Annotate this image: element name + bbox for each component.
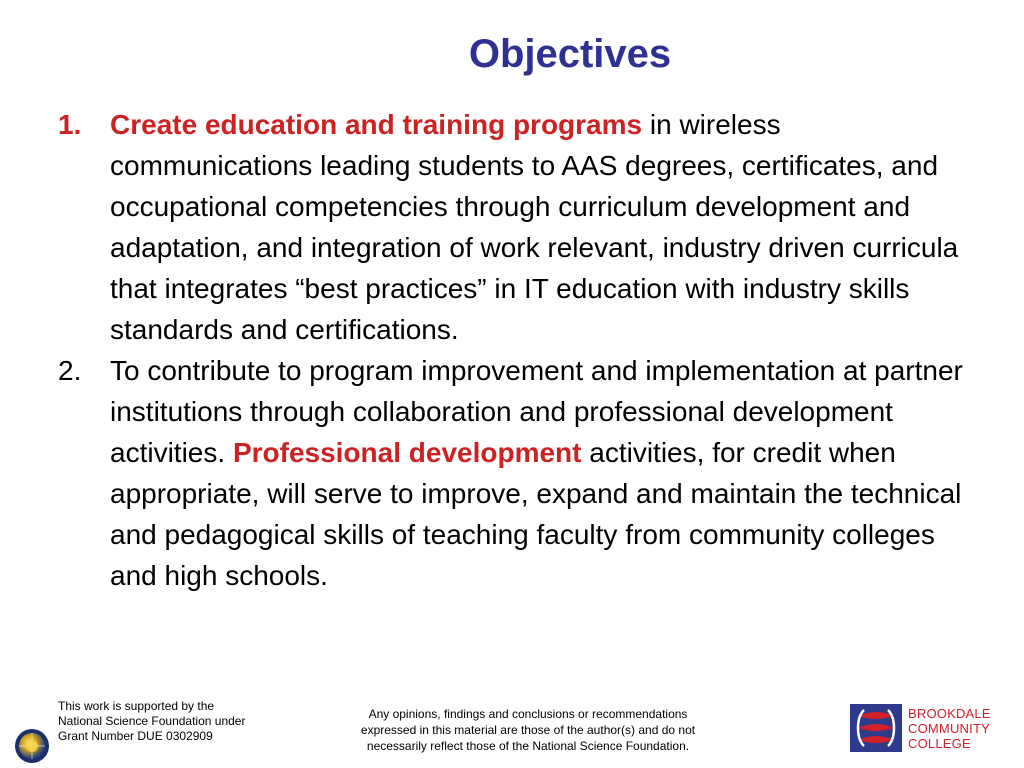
objective-number-2: 2.: [58, 355, 82, 386]
objective-1-text: in wireless communications leading students to AAS degrees, certificates, and occupational competencies through curriculum development and adaptation, and integration of work relevant, industry driven curricula that integrates “best practices” in IT education with industry skills standards and certifications.: [110, 109, 959, 345]
objective-2-text-after: activities, for credit when appropriate, will serve to improve, expand and maintain the technical and pedagogical skills of teaching faculty from community colleges and high schools.: [110, 437, 962, 591]
footer-support-text: [58, 699, 298, 744]
nsf-globe-icon: [14, 728, 50, 764]
objective-item-2: [58, 350, 968, 596]
footer-support-line: Grant Number DUE 0302909: [58, 729, 213, 743]
footer-disclaimer-line: necessarily reflect those of the National Science Foundation.: [366, 739, 690, 753]
brookdale-logo-icon: [850, 704, 902, 752]
objective-number-1: 1.: [58, 109, 82, 140]
objective-2-highlight: Professional development: [232, 437, 582, 468]
brookdale-logo: [850, 704, 1010, 754]
footer-disclaimer-line: expressed in this material are those of the author(s) and do not: [360, 723, 696, 737]
objectives-list: [58, 104, 968, 596]
college-name-line: COMMUNITY: [908, 721, 990, 736]
footer-disclaimer-line: Any opinions, findings and conclusions or recommendations: [368, 707, 688, 721]
objective-item-1: [58, 104, 968, 350]
college-name-line: COLLEGE: [908, 736, 971, 751]
footer-support-line: This work is supported by the: [58, 699, 215, 713]
college-name: [908, 706, 991, 751]
objective-1-highlight: Create education and training programs: [110, 109, 643, 140]
objective-2-text-before: To contribute to program improvement and implementation at partner institutions through collaboration and professional development activities.: [110, 355, 963, 468]
slide-title: Objectives: [468, 32, 672, 76]
footer-disclaimer: [318, 706, 738, 754]
footer-support-line: National Science Foundation under: [58, 714, 246, 728]
college-name-line: BROOKDALE: [908, 706, 991, 721]
